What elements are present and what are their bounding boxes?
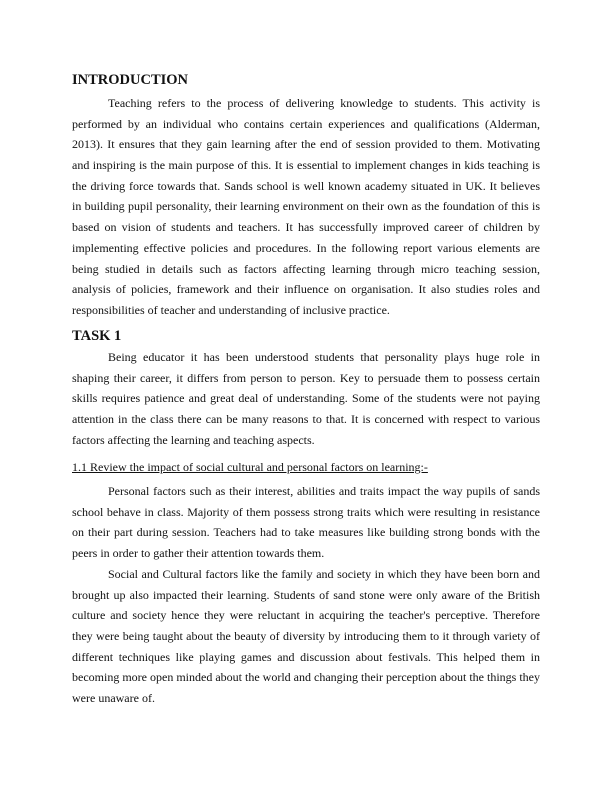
- text-line: responsibilities of teacher and understanding of inclusive practice.: [72, 302, 390, 317]
- task1-paragraph: [72, 347, 540, 450]
- personal-factors-paragraph: [72, 481, 540, 564]
- text-line: attention in the class there can be many reasons to that. It is concerned with respect to various: [72, 412, 540, 427]
- text-line: being studied in details such as factors affecting learning through micro teaching session,: [72, 261, 540, 276]
- text-line: based on vision of students and teachers. It has successfully improved career of children by: [72, 220, 540, 235]
- text-line: in building pupil personality, their learning environment on their own as the foundation of this is: [72, 199, 540, 214]
- heading-text: INTRODUCTION: [72, 72, 189, 88]
- text-line: peers in order to gather their attention towards them.: [72, 546, 325, 561]
- intro-paragraph: [72, 93, 540, 321]
- text-line: 2013). It ensures that they gain learning after the end of session provided to them. Motivating: [72, 137, 540, 152]
- text-line: analysis of policies, framework and their influence on organisation. It also studies roles and: [72, 282, 540, 297]
- section-1-1-subheading: 1.1 Review the impact of social cultural and personal factors on learning:-: [72, 460, 428, 474]
- text-line: school behave in class. Majority of them possess strong traits which were resulting in resistance: [72, 504, 540, 519]
- heading-text: TASK 1: [72, 328, 122, 344]
- text-line: were unaware of.: [72, 691, 155, 706]
- text-line: and inspiring is the main purpose of this. It is essential to implement changes in kids teaching is: [72, 158, 540, 173]
- text-line: on their part during session. Teachers had to take measures like building strong bonds with the: [72, 525, 540, 540]
- text-line: shaping their career, it differs from person to person. Key to persuade them to possess certain: [72, 370, 540, 385]
- text-line: Being educator it has been understood students that personality plays huge role in: [108, 350, 540, 364]
- social-cultural-paragraph: [72, 564, 540, 709]
- text-line: factors affecting the learning and teaching aspects.: [72, 432, 315, 447]
- text-line: skills requires patience and great deal of understanding. Some of the students were not paying: [72, 391, 540, 406]
- text-line: they were being taught about the beauty of diversity by introducing them to it through variety of: [72, 629, 540, 644]
- task1-heading: [72, 327, 540, 345]
- text-line: implementing effective policies and procedures. In the following report various elements are: [72, 240, 540, 255]
- text-line: Teaching refers to the process of delivering knowledge to students. This activity is: [108, 96, 540, 110]
- text-line: culture and society hence they were reluctant in acquiring the teacher's perceptive. Therefore: [72, 608, 540, 623]
- text-line: performed by an individual who contains certain experiences and qualifications (Alderman,: [72, 116, 540, 131]
- text-line: becoming more open minded about the world and changing their perception about the things they: [72, 670, 540, 685]
- text-line: Social and Cultural factors like the family and society in which they have been born and: [108, 567, 540, 581]
- text-line: brought up also impacted their learning. Students of sand stone were only aware of the British: [72, 587, 540, 602]
- text-line: the driving force towards that. Sands school is well known academy situated in UK. It believes: [72, 178, 540, 193]
- text-line: Personal factors such as their interest, abilities and traits impact the way pupils of sands: [108, 484, 540, 498]
- text-line: different techniques like playing games and discussion about festivals. This helped them in: [72, 649, 540, 664]
- intro-heading: [72, 71, 540, 89]
